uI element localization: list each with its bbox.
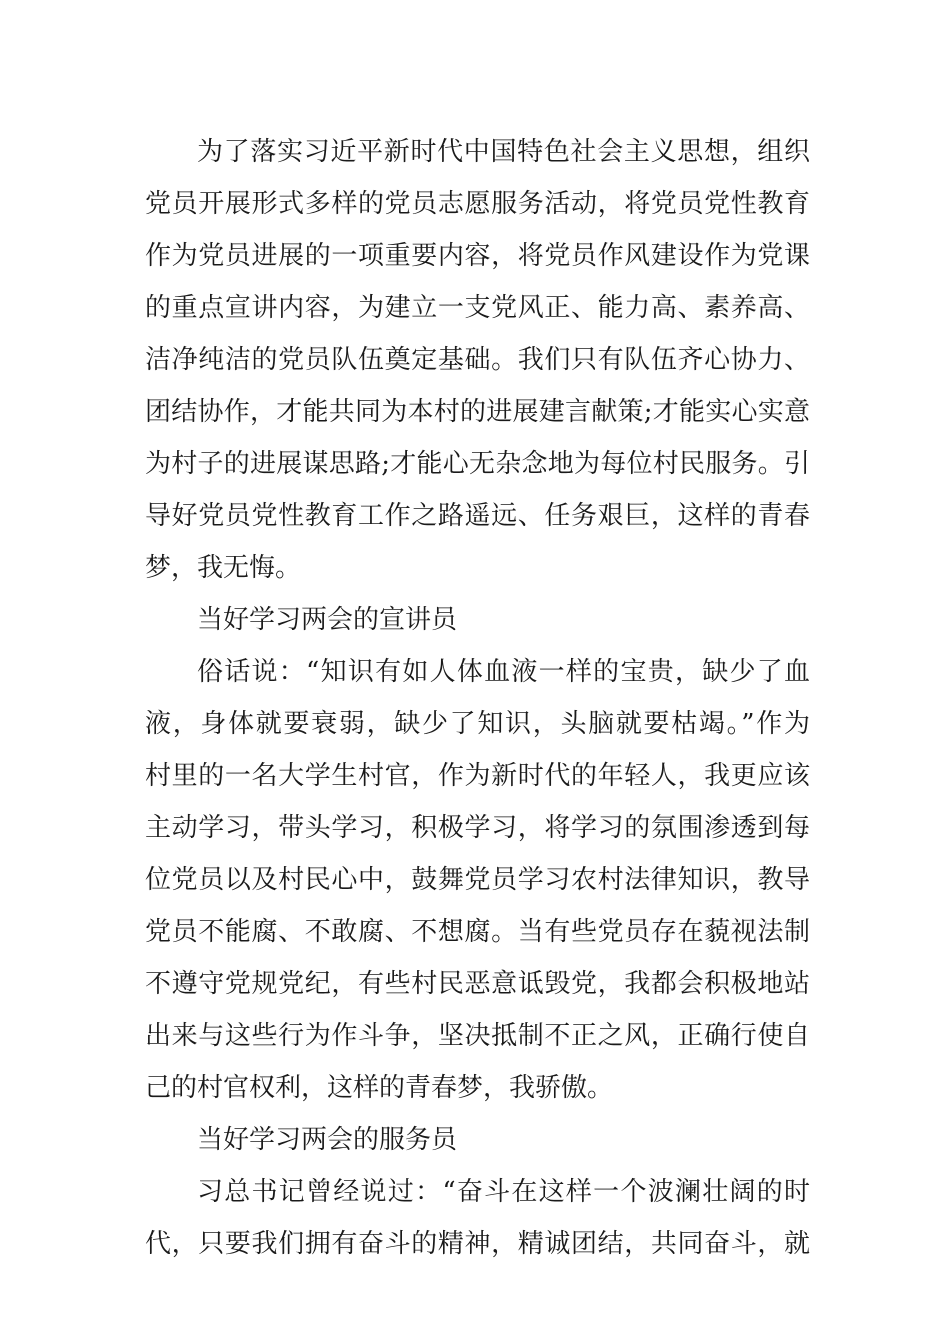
document-body bbox=[145, 126, 810, 1270]
paragraph-line: 为了落实习近平新时代中国特色社会主义思想，组织 bbox=[197, 137, 810, 167]
paragraph-line: 己的村官权利，这样的青春梦，我骄傲。 bbox=[145, 1073, 614, 1103]
paragraph-line: 作为党员进展的一项重要内容，将党员作风建设作为党课 bbox=[145, 241, 810, 271]
section-heading: 当好学习两会的服务员 bbox=[197, 1125, 458, 1155]
paragraph-line: 的重点宣讲内容，为建立一支党风正、能力高、素养高、 bbox=[145, 293, 810, 323]
section-heading: 当好学习两会的宣讲员 bbox=[197, 605, 458, 635]
paragraph-line: 导好党员党性教育工作之路遥远、任务艰巨，这样的青春 bbox=[145, 501, 810, 531]
paragraph-line: 俗话说：“知识有如人体血液一样的宝贵，缺少了血 bbox=[197, 657, 810, 687]
paragraph-line: 不遵守党规党纪，有些村民恶意诋毁党，我都会积极地站 bbox=[145, 969, 810, 999]
paragraph-line: 梦，我无悔。 bbox=[145, 553, 302, 583]
paragraph-line: 主动学习，带头学习，积极学习，将学习的氛围渗透到每 bbox=[145, 813, 810, 843]
paragraph-line: 党员开展形式多样的党员志愿服务活动，将党员党性教育 bbox=[145, 189, 810, 219]
paragraph-line: 党员不能腐、不敢腐、不想腐。当有些党员存在藐视法制 bbox=[145, 917, 810, 947]
paragraph-line: 村里的一名大学生村官，作为新时代的年轻人，我更应该 bbox=[145, 761, 810, 791]
paragraph-line: 为村子的进展谋思路;才能心无杂念地为每位村民服务。引 bbox=[145, 449, 810, 479]
paragraph-line: 位党员以及村民心中，鼓舞党员学习农村法律知识，教导 bbox=[145, 865, 810, 895]
paragraph-line: 习总书记曾经说过：“奋斗在这样一个波澜壮阔的时 bbox=[197, 1177, 810, 1207]
paragraph-line: 出来与这些行为作斗争，坚决抵制不正之风，正确行使自 bbox=[145, 1021, 810, 1051]
paragraph-line: 液，身体就要衰弱，缺少了知识，头脑就要枯竭。”作为 bbox=[145, 709, 810, 739]
paragraph-line: 团结协作，才能共同为本村的进展建言献策;才能实心实意 bbox=[145, 397, 810, 427]
paragraph-line: 代，只要我们拥有奋斗的精神，精诚团结，共同奋斗，就 bbox=[145, 1229, 810, 1259]
paragraph-line: 洁净纯洁的党员队伍奠定基础。我们只有队伍齐心协力、 bbox=[145, 345, 810, 375]
